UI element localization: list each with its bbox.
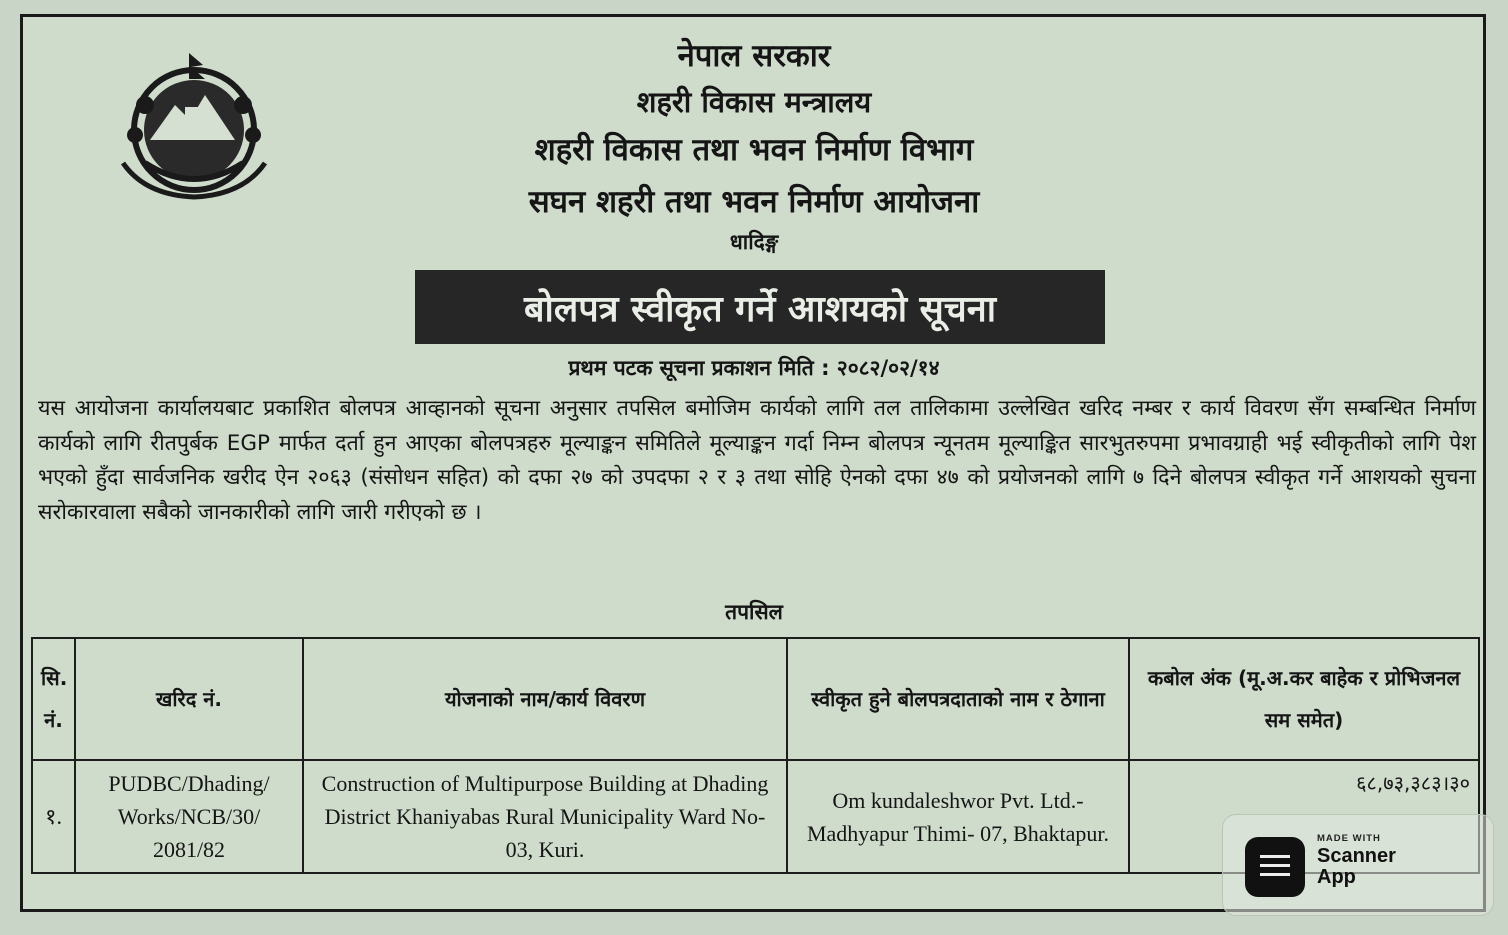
scanner-app-icon bbox=[1245, 837, 1305, 897]
header-serial: सि. नं. bbox=[32, 638, 75, 760]
cell-procurement-no: PUDBC/Dhading/ Works/NCB/30/ 2081/82 bbox=[75, 760, 303, 873]
table-caption: तपसिल bbox=[725, 600, 783, 624]
ministry-name: शहरी विकास मन्त्रालय bbox=[636, 85, 872, 119]
cell-serial: १. bbox=[32, 760, 75, 873]
scanner-app-watermark bbox=[1222, 814, 1494, 916]
government-name: नेपाल सरकार bbox=[677, 38, 831, 74]
header-procurement-no: खरिद नं. bbox=[75, 638, 303, 760]
header-bidder-name-address: स्वीकृत हुने बोलपत्रदाताको नाम र ठेगाना bbox=[787, 638, 1129, 760]
header-project-description: योजनाको नाम/कार्य विवरण bbox=[303, 638, 787, 760]
cell-bidder: Om kundaleshwor Pvt. Ltd.- Madhyapur Thimi- 07, Bhaktapur. bbox=[787, 760, 1129, 873]
table-header-row bbox=[32, 638, 1479, 760]
publication-date: प्रथम पटक सूचना प्रकाशन मिति : २०८२/०२/१४ bbox=[568, 356, 940, 380]
notice-body: यस आयोजना कार्यालयबाट प्रकाशित बोलपत्र आव्हानको सूचना अनुसार तपसिल बमोजिम कार्यको लागि तल तालिकामा उल्लेखित खरिद नम्बर र कार्य विवरण सँग सम्बन्धित निर्माण कार्यको लागि रीतपुर्बक EGP मार्फत दर्ता हुन आएका बोलपत्रहरु मूल्याङ्कन समितिले मूल्याङ्कन गर्दा निम्न बोलपत्र न्यूनतम मूल्याङ्कित सारभुतरुपमा प्रभावग्राही भई स्वीकृतीको लागि पेश भएको हुँदा सार्वजनिक खरीद ऐन २०६३ (संसोधन सहित) को दफा २७ को उपदफा २ र ३ तथा सोहि ऐनको दफा ४७ को प्रयोजनको लागि ७ दिने बोलपत्र स्वीकृत गर्ने आशयको सुचना सरोकारवाला सबैको जानकारीको लागि जारी गरीएको छ । bbox=[38, 396, 1476, 525]
project-name: सघन शहरी तथा भवन निर्माण आयोजना bbox=[528, 184, 980, 220]
department-name: शहरी विकास तथा भवन निर्माण विभाग bbox=[534, 132, 974, 168]
district-name: धादिङ्ग bbox=[729, 230, 779, 254]
notice-title-banner: बोलपत्र स्वीकृत गर्ने आशयको सूचना bbox=[415, 270, 1105, 344]
watermark-app-name: Scanner App bbox=[1317, 845, 1396, 888]
cell-bid-amount: ६८,७३,३८३।३० bbox=[1129, 760, 1479, 873]
header-bid-amount: कबोल अंक (मू.अ.कर बाहेक र प्रोभिजनल सम समेत) bbox=[1129, 638, 1479, 760]
cell-project-description: Construction of Multipurpose Building at Dhading District Khaniyabas Rural Municipality Ward No-03, Kuri. bbox=[303, 760, 787, 873]
watermark-made-with: MADE WITH bbox=[1317, 833, 1381, 844]
